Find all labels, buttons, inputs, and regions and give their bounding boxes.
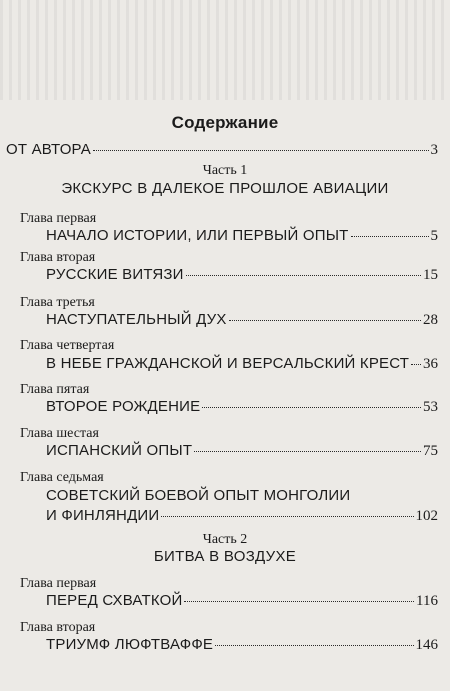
entry-page: 28 <box>423 312 438 328</box>
toc-entry[interactable] <box>46 311 438 329</box>
leader-dots <box>202 407 421 408</box>
chapter-label: Глава первая <box>20 211 97 226</box>
chapter-label: Глава третья <box>20 295 95 310</box>
leader-dots <box>215 645 413 646</box>
toc-entry[interactable] <box>46 355 438 373</box>
entry-title-line1: СОВЕТСКИЙ БОЕВОЙ ОПЫТ МОНГОЛИИ <box>46 487 351 504</box>
entry-title: РУССКИЕ ВИТЯЗИ <box>46 266 184 283</box>
toc-entry[interactable] <box>46 398 438 416</box>
leader-dots <box>411 364 421 365</box>
entry-title: НАЧАЛО ИСТОРИИ, ИЛИ ПЕРВЫЙ ОПЫТ <box>46 227 349 244</box>
leader-dots <box>351 236 429 237</box>
leader-dots <box>93 150 429 151</box>
entry-page: 102 <box>415 508 438 524</box>
chapter-label: Глава вторая <box>20 620 96 635</box>
part-title: БИТВА В ВОЗДУХЕ <box>153 548 297 565</box>
entry-title: НАСТУПАТЕЛЬНЫЙ ДУХ <box>46 311 227 328</box>
entry-title: ВТОРОЕ РОЖДЕНИЕ <box>46 398 201 415</box>
entry-title: ОТ АВТОРА <box>6 141 91 158</box>
toc-entry[interactable] <box>46 636 438 654</box>
entry-page: 36 <box>423 356 438 372</box>
page-title: Содержание <box>171 113 279 132</box>
entry-page: 146 <box>415 637 438 653</box>
entry-title: В НЕБЕ ГРАЖДАНСКОЙ И ВЕРСАЛЬСКИЙ КРЕСТ <box>46 355 410 372</box>
part-label: Часть 1 <box>202 163 248 178</box>
chapter-label: Глава первая <box>20 576 97 591</box>
part-title: ЭКСКУРС В ДАЛЕКОЕ ПРОШЛОЕ АВИАЦИИ <box>61 180 389 197</box>
leader-dots <box>184 601 414 602</box>
leader-dots <box>229 320 421 321</box>
leader-dots <box>186 275 421 276</box>
chapter-label: Глава пятая <box>20 382 90 397</box>
toc-entry-line1[interactable] <box>46 487 438 504</box>
leader-dots <box>194 451 421 452</box>
entry-page: 53 <box>423 399 438 415</box>
chapter-label: Глава шестая <box>20 426 99 441</box>
toc-entry[interactable] <box>46 507 438 525</box>
entry-page: 15 <box>423 267 438 283</box>
chapter-label: Глава седьмая <box>20 470 104 485</box>
toc-entry[interactable] <box>46 442 438 460</box>
entry-title: ТРИУМФ ЛЮФТВАФФЕ <box>46 636 214 653</box>
entry-title-line2: И ФИНЛЯНДИИ <box>46 507 160 524</box>
leader-dots <box>161 516 413 517</box>
chapter-label: Глава четвертая <box>20 338 115 353</box>
part-label: Часть 2 <box>202 532 248 547</box>
entry-page: 116 <box>416 593 438 609</box>
entry-page: 3 <box>430 142 438 158</box>
entry-page: 75 <box>423 443 438 459</box>
toc-entry[interactable] <box>46 266 438 284</box>
entry-page: 5 <box>430 228 438 244</box>
chapter-label: Глава вторая <box>20 250 96 265</box>
entry-title: ИСПАНСКИЙ ОПЫТ <box>46 442 193 459</box>
toc-entry[interactable] <box>46 227 438 245</box>
toc-entry-preface[interactable] <box>6 141 438 159</box>
toc-entry[interactable] <box>46 592 438 610</box>
entry-title: ПЕРЕД СХВАТКОЙ <box>46 592 183 609</box>
